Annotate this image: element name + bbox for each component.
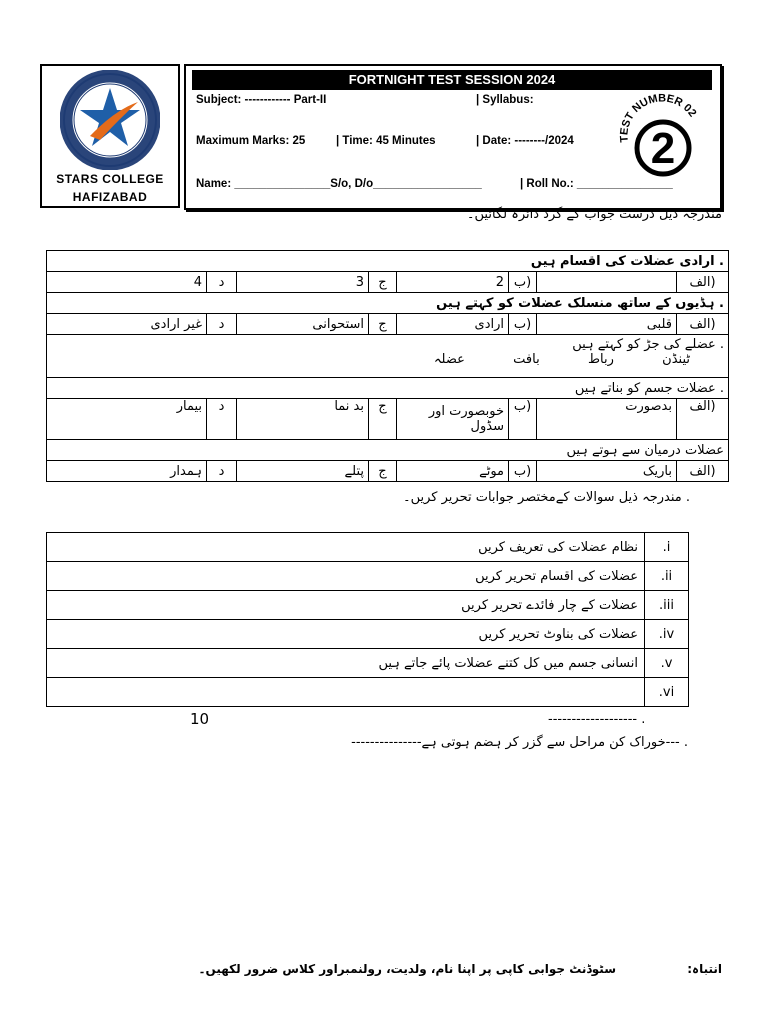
short-question-text (47, 678, 645, 707)
college-city: HAFIZABAD (72, 190, 148, 204)
short-question-row (47, 649, 689, 678)
short-question-text: عضلات کی اقسام تحریر کریں (47, 562, 645, 591)
short-question-row (47, 620, 689, 649)
option-d-label: د (207, 461, 237, 482)
mcq-question-row (47, 251, 729, 272)
option-d: ہمدار (47, 461, 207, 482)
option-c-label: ج (369, 272, 397, 293)
option-d: غیر ارادی (47, 314, 207, 335)
mcq-options-row (47, 272, 729, 293)
inline-options (51, 352, 724, 367)
mcq-question-row (47, 293, 729, 314)
short-question-number: .v (645, 649, 689, 678)
option-d: 4 (47, 272, 207, 293)
test-number-digit: 2 (650, 124, 676, 173)
option-c: 3 (237, 272, 369, 293)
short-question-number: .iii (645, 591, 689, 620)
mcq-question: . ارادی عضلات کی اقسام ہیں (47, 251, 729, 272)
mcq-question-row (47, 378, 729, 399)
mcq-question: . عضلے کی جڑ کو کہتے ہیں (572, 337, 724, 352)
college-logo-box (40, 64, 180, 208)
short-question-row (47, 591, 689, 620)
option-b-label: ب) (509, 314, 537, 335)
inline-option: بافت (513, 352, 540, 367)
short-question-text: عضلات کی بناوٹ تحریر کریں (47, 620, 645, 649)
short-question-number: .vi (645, 678, 689, 707)
mcq-question: . عضلات جسم کو بناتے ہیں (47, 378, 729, 399)
option-d: بیمار (47, 399, 207, 440)
mcq-options-row (47, 314, 729, 335)
option-a (537, 272, 677, 293)
test-number-label: TEST NUMBER 02 (618, 92, 699, 143)
option-b-label: ب) (509, 461, 537, 482)
option-a: قلبی (537, 314, 677, 335)
short-questions-instruction: . مندرجہ ذیل سوالات کےمختصر جوابات تحریر کریں۔ (402, 490, 690, 505)
roll-number-field: | Roll No.: _______________ (520, 178, 673, 190)
mcq-options-row (47, 399, 729, 440)
inline-option: رباط (587, 352, 614, 367)
option-b: 2 (397, 272, 509, 293)
inline-option: ٹینڈن (662, 352, 690, 367)
test-title: FORTNIGHT TEST SESSION 2024 (192, 70, 712, 90)
college-name: STARS COLLEGE (56, 172, 164, 186)
mcq-instruction: مندرجہ ذیل درست جواب کے گرد دائرہ لگائیں۔ (466, 207, 722, 222)
mcq-question-row (47, 440, 729, 461)
option-c-label: ج (369, 399, 397, 440)
option-b-label: ب) (509, 272, 537, 293)
option-c-label: ج (369, 461, 397, 482)
option-d-label: د (207, 399, 237, 440)
option-a-label: الف) (677, 272, 729, 293)
mcq-question: . ہڈیوں کے ساتھ منسلک عضلات کو کہتے ہیں (47, 293, 729, 314)
long-question-line: ------------------- . (548, 712, 646, 727)
short-question-text: عضلات کے چار فائدے تحریر کریں (47, 591, 645, 620)
date-field: | Date: --------/2024 (476, 135, 574, 147)
test-info-box (184, 64, 722, 210)
mcq-table (46, 250, 729, 482)
option-c-label: ج (369, 314, 397, 335)
test-number-badge (616, 90, 706, 178)
option-a: بدصورت (537, 399, 677, 440)
footer-note: سٹوڈنٹ جوابی کاپی پر اپنا نام، ولدیت، رولنمبراور کلاس ضرور لکھیں۔ (198, 962, 616, 976)
stars-network-logo (60, 70, 160, 170)
max-marks-field: Maximum Marks: 25 (196, 135, 306, 147)
long-question-marks: 10 (190, 710, 210, 728)
long-question: . ---خوراک کن مراحل سے گزر کر ہضم ہوتی ہے--------------- (351, 735, 688, 750)
mcq-question: عضلات درمیان سے ہوتے ہیں (47, 440, 729, 461)
option-a-label: الف) (677, 314, 729, 335)
short-question-text: نظام عضلات کی تعریف کریں (47, 533, 645, 562)
option-b-label: ب) (509, 399, 537, 440)
option-c: بد نما (237, 399, 369, 440)
option-a: باریک (537, 461, 677, 482)
option-a-label: الف) (677, 399, 729, 440)
short-question-row (47, 533, 689, 562)
mcq-options-row (47, 461, 729, 482)
option-c: پتلے (237, 461, 369, 482)
short-question-number: .ii (645, 562, 689, 591)
short-question-row (47, 562, 689, 591)
short-questions-table (46, 532, 689, 707)
short-question-row (47, 678, 689, 707)
short-question-number: .iv (645, 620, 689, 649)
subject-field: Subject: ------------ Part-II (196, 94, 327, 106)
footer-warning-label: انتباہ: (687, 962, 722, 976)
option-d-label: د (207, 272, 237, 293)
option-a-label: الف) (677, 461, 729, 482)
syllabus-field: | Syllabus: (476, 94, 534, 106)
option-c: استحوانی (237, 314, 369, 335)
short-question-number: .i (645, 533, 689, 562)
time-field: | Time: 45 Minutes (336, 135, 436, 147)
option-b: ارادی (397, 314, 509, 335)
mcq-question-row (47, 335, 729, 378)
mcq-question-inline (47, 335, 729, 378)
inline-option: عضلہ (433, 352, 465, 367)
name-field: Name: _______________S/o, D/o_________________ (196, 178, 482, 190)
short-question-text: انسانی جسم میں کل کتنے عضلات پائے جاتے ہیں (47, 649, 645, 678)
option-b: موٹے (397, 461, 509, 482)
option-b: خوبصورت اور سڈول (397, 399, 509, 440)
option-d-label: د (207, 314, 237, 335)
